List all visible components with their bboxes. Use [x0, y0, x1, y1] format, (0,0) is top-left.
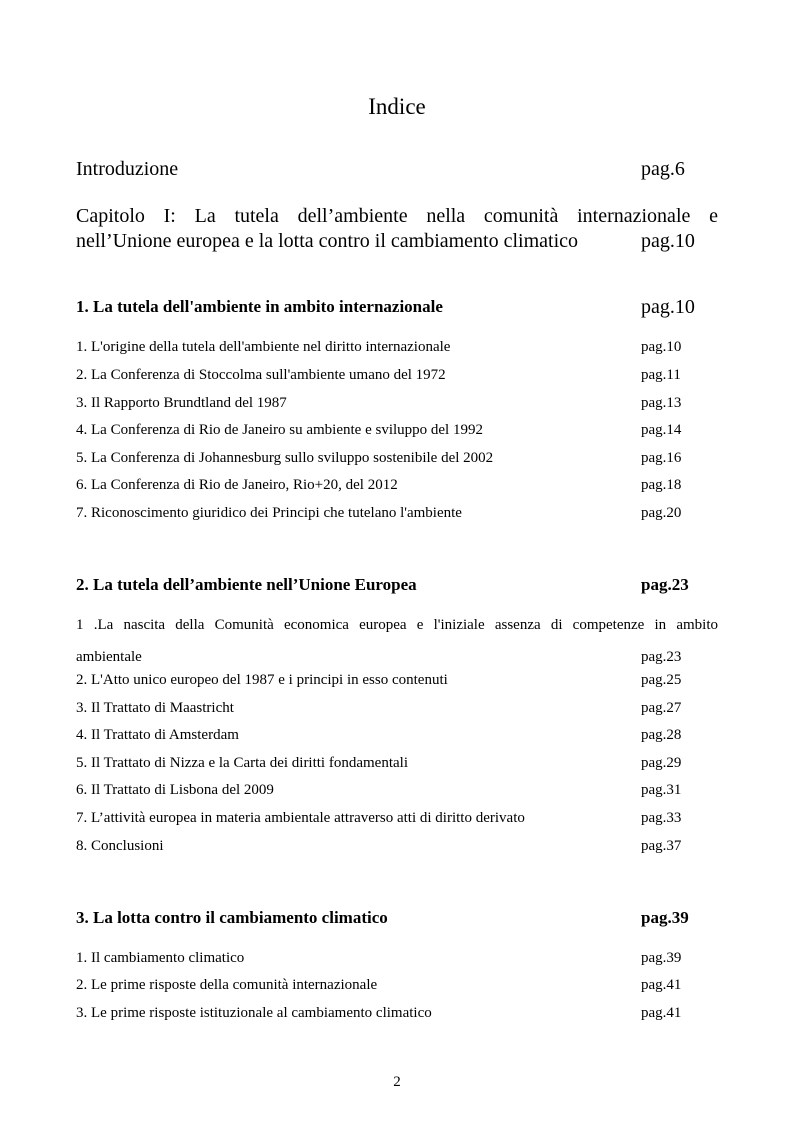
toc-entry-page: pag.10 — [641, 339, 682, 355]
toc-entry: 3. Il Rapporto Brundtland del 1987 — [76, 395, 287, 411]
toc-entry-page: pag.41 — [641, 1005, 682, 1021]
toc-entry-page: pag.13 — [641, 395, 682, 411]
page-number: 2 — [393, 1074, 401, 1090]
toc-entry-continued: ambientale — [76, 649, 142, 665]
toc-entry: 2. L'Atto unico europeo del 1987 e i principi in esso contenuti — [76, 672, 448, 688]
page-title: Indice — [368, 94, 426, 119]
toc-entry-page: pag.29 — [641, 755, 682, 771]
section-heading-page: pag.10 — [641, 296, 695, 318]
toc-entry-page: pag.31 — [641, 782, 682, 798]
toc-entry-page: pag.11 — [641, 367, 681, 383]
toc-entry: 6. La Conferenza di Rio de Janeiro, Rio+20, del 2012 — [76, 477, 398, 493]
toc-entry-page: pag.14 — [641, 422, 682, 438]
toc-entry-page: pag.28 — [641, 727, 682, 743]
toc-entry: 7. L’attività europea in materia ambientale attraverso atti di diritto derivato — [76, 810, 525, 826]
section-heading: 2. La tutela dell’ambiente nell’Unione Europea — [76, 575, 417, 594]
toc-entry-page: pag.25 — [641, 672, 682, 688]
toc-entry: 3. Il Trattato di Maastricht — [76, 700, 234, 716]
toc-entry: 1. Il cambiamento climatico — [76, 950, 245, 966]
section-heading: 1. La tutela dell'ambiente in ambito internazionale — [76, 297, 443, 316]
toc-entry-page: pag.20 — [641, 505, 682, 521]
toc-entry: 1. L'origine della tutela dell'ambiente nel diritto internazionale — [76, 339, 451, 355]
toc-entry: 5. La Conferenza di Johannesburg sullo sviluppo sostenibile del 2002 — [76, 450, 494, 466]
intro-label: Introduzione — [76, 158, 179, 180]
toc-entry-page: pag.23 — [641, 649, 682, 665]
toc-entry-page: pag.33 — [641, 810, 682, 826]
toc-entry: 3. Le prime risposte istituzionale al cambiamento climatico — [76, 1005, 432, 1021]
toc-entry: 1 .La nascita della Comunità economica europea e l'iniziale assenza di competenze in ambito — [76, 617, 718, 633]
toc-entry-page: pag.37 — [641, 838, 682, 854]
toc-entry: 2. La Conferenza di Stoccolma sull'ambiente umano del 1972 — [76, 367, 446, 383]
toc-entry: 6. Il Trattato di Lisbona del 2009 — [76, 782, 274, 798]
toc-entry-page: pag.39 — [641, 950, 682, 966]
chapter-page: pag.10 — [641, 230, 695, 252]
toc-entry-page: pag.27 — [641, 700, 682, 716]
toc-entry: 4. Il Trattato di Amsterdam — [76, 727, 239, 743]
toc-entry-page: pag.41 — [641, 977, 682, 993]
intro-page: pag.6 — [641, 158, 685, 180]
toc-entry: 7. Riconoscimento giuridico dei Principi che tutelano l'ambiente — [76, 505, 462, 521]
toc-entry: 8. Conclusioni — [76, 838, 164, 854]
chapter-line-2: nell’Unione europea e la lotta contro il cambiamento climatico — [76, 230, 579, 252]
section-heading-page: pag.23 — [641, 575, 689, 594]
toc-entry: 4. La Conferenza di Rio de Janeiro su ambiente e sviluppo del 1992 — [76, 422, 483, 438]
toc-entry-page: pag.18 — [641, 477, 682, 493]
section-heading: 3. La lotta contro il cambiamento climatico — [76, 908, 388, 927]
chapter-line-1: Capitolo I: La tutela dell’ambiente nella comunità internazionale e — [76, 205, 718, 227]
toc-entry: 2. Le prime risposte della comunità internazionale — [76, 977, 378, 993]
toc-entry-page: pag.16 — [641, 450, 682, 466]
toc-entry: 5. Il Trattato di Nizza e la Carta dei diritti fondamentali — [76, 755, 408, 771]
section-heading-page: pag.39 — [641, 908, 689, 927]
